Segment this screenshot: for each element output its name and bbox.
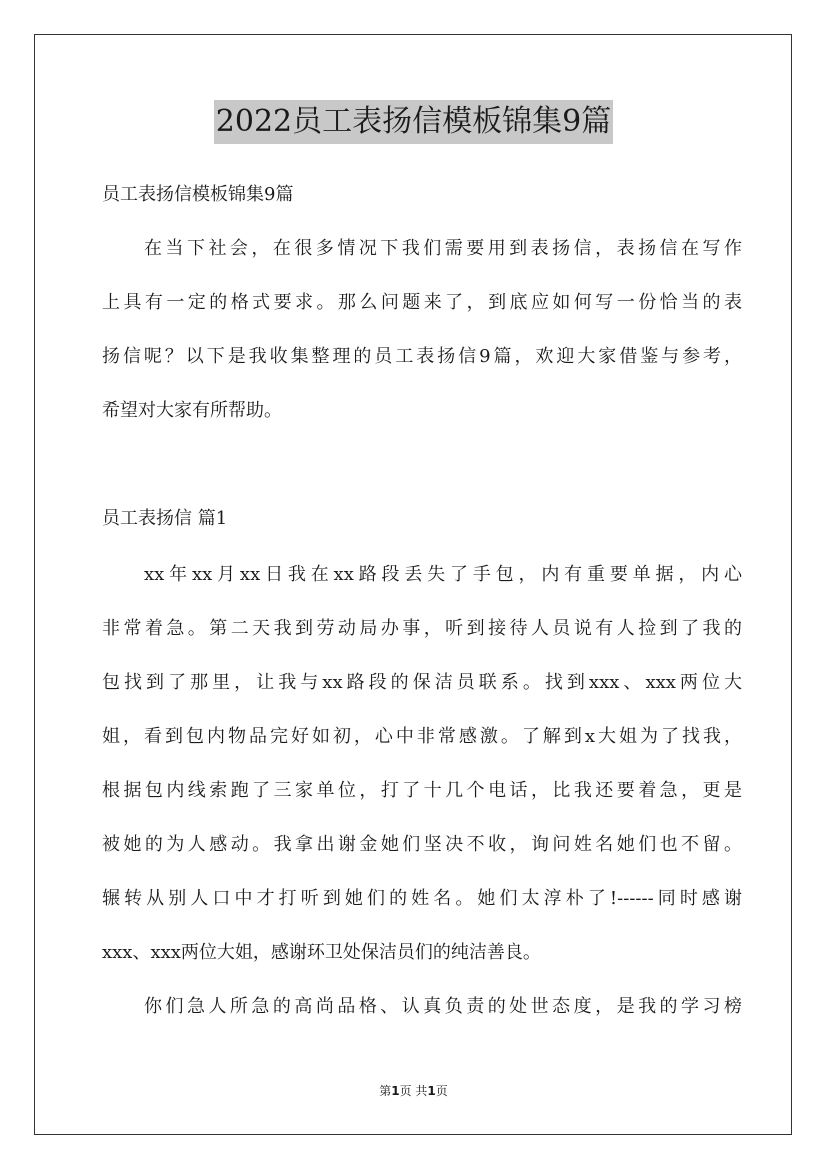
body-line: 根据包内线索跑了三家单位，打了十几个电话，比我还要着急，更是 <box>102 780 742 801</box>
body-line: xx年xx月xx日我在xx路段丢失了手包，内有重要单据，内心 <box>144 564 742 585</box>
body-line: 包找到了那里，让我与xx路段的保洁员联系。找到xxx、xxx两位大 <box>102 672 742 693</box>
body-line: 辗转从别人口中才打听到她们的姓名。她们太淳朴了!------同时感谢 <box>102 888 742 909</box>
document-subtitle: 员工表扬信模板锦集9篇 <box>102 184 294 205</box>
body-line: 非常着急。第二天我到劳动局办事，听到接待人员说有人捡到了我的 <box>102 618 742 639</box>
body-line: 姐，看到包内物品完好如初，心中非常感激。了解到x大姐为了找我， <box>102 726 742 747</box>
footer-prefix: 第 <box>379 1084 392 1098</box>
footer-mid: 页 共 <box>399 1084 428 1098</box>
section-heading: 员工表扬信 篇1 <box>102 508 228 529</box>
footer-page-total: 1 <box>427 1084 436 1098</box>
intro-line: 希望对大家有所帮助。 <box>102 400 282 421</box>
body-line: 被她的为人感动。我拿出谢金她们坚决不收，询问姓名她们也不留。 <box>102 834 742 855</box>
intro-line: 上具有一定的格式要求。那么问题来了，到底应如何写一份恰当的表 <box>102 292 742 313</box>
intro-line: 在当下社会，在很多情况下我们需要用到表扬信，表扬信在写作 <box>144 238 742 259</box>
title-area <box>0 100 827 144</box>
footer-page-number: 1 <box>391 1084 400 1098</box>
intro-line: 扬信呢？以下是我收集整理的员工表扬信9篇，欢迎大家借鉴与参考， <box>102 346 742 367</box>
footer-suffix: 页 <box>435 1084 448 1098</box>
document-title: 2022员工表扬信模板锦集9篇 <box>214 100 613 144</box>
body-line: 你们急人所急的高尚品格、认真负责的处世态度，是我的学习榜 <box>144 996 742 1017</box>
body-line: xxx、xxx两位大姐，感谢环卫处保洁员们的纯洁善良。 <box>102 942 541 963</box>
page-footer <box>0 1083 827 1099</box>
